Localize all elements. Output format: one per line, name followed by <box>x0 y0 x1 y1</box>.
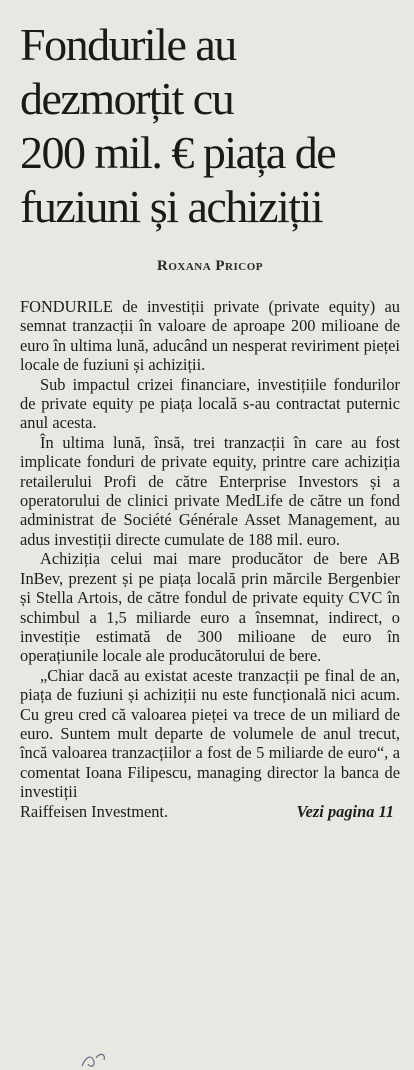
headline-line-4: fuziuni și achiziții <box>20 181 323 232</box>
article-headline <box>20 18 400 234</box>
lead-caps: FONDURILE <box>20 297 113 316</box>
article-last-line-text: Raiffeisen Investment. <box>20 801 169 821</box>
headline-line-1: Fondurile au <box>20 19 236 70</box>
headline-line-2: dezmorțit cu <box>20 73 234 124</box>
headline-line-3: 200 mil. € piața de <box>20 127 336 178</box>
article-paragraph-3: În ultima lună, însă, trei tranzacții în care au fost implicate fonduri de private equity, printre care achiziția retailerului Profi de către Enterprise Investors și a operatorului de clinici private MedLife de către un fond administrat de Société Générale Asset Management, au adus investiții directe cumulate de 188 mil. euro. <box>20 432 400 549</box>
newspaper-article-page <box>0 18 414 1069</box>
pen-mark-icon <box>78 1048 118 1070</box>
article-last-line <box>20 802 400 821</box>
lead-text: de investiții private (private equity) au semnat tranzacții în valoare de aproape 200 milioane de euro în ultima lună, aducând un nesperat reviriment pieței locale de fuziuni și achiziții. <box>20 297 400 375</box>
article-paragraph-4: Achiziția celui mai mare producător de bere AB InBev, prezent și pe piața locală prin mărcile Bergenbier și Stella Artois, de către fondul de private equity CVC în schimbul a 1,5 miliarde euro a însemnat, indirect, o investiție estimată de 300 milioane de euro în operațiunile locale ale producătorului de bere. <box>20 549 400 666</box>
article-paragraph-2: Sub impactul crizei financiare, investițiile fondurilor de private equity pe piața locală s-au contractat puternic anul acesta. <box>20 374 400 433</box>
article-paragraph-lead <box>20 297 400 375</box>
article-body <box>20 297 400 821</box>
author-byline: Roxana Pricop <box>156 258 264 274</box>
continued-on-page-ref: Vezi pagina 11 <box>296 801 394 821</box>
article-paragraph-5: „Chiar dacă au existat aceste tranzacții pe final de an, piața de fuziuni și achiziții nu este funcțională nici acum. Cu greu cred că valoarea pieței va trece de un miliard de euro. Suntem mult departe de volumele de anul trecut, încă valoarea tranzacțiilor a fost de 5 miliarde de euro“, a comentat Ioana Filipescu, managing director la banca de investiții <box>20 665 400 802</box>
